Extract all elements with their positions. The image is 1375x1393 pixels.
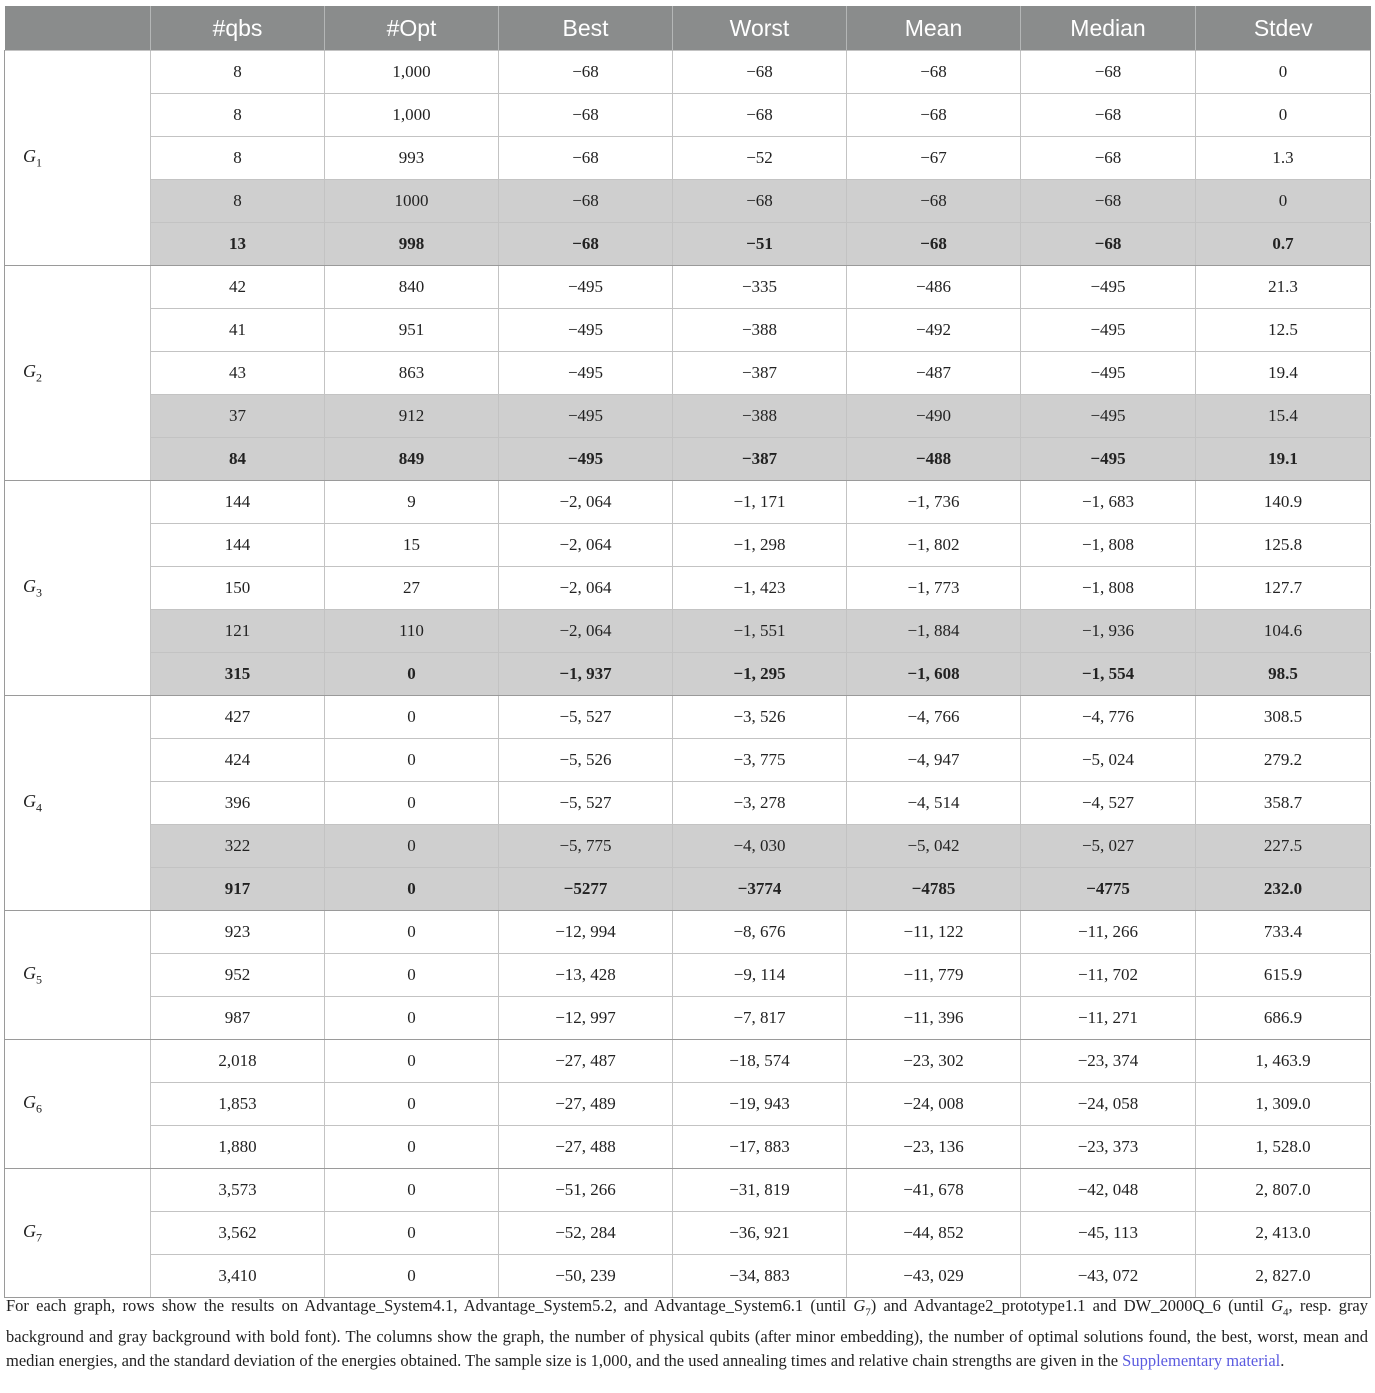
- cell-stdev: 279.2: [1196, 739, 1371, 782]
- cell-qbs: 3,573: [151, 1169, 325, 1212]
- cell-best: −68: [499, 94, 673, 137]
- table-row: [5, 868, 1371, 911]
- cell-best: −2, 064: [499, 610, 673, 653]
- graph-label: $G_6$: [5, 1040, 151, 1169]
- cell-opt: 0: [325, 1126, 499, 1169]
- table-row: [5, 825, 1371, 868]
- cell-best: −68: [499, 137, 673, 180]
- header-stdev: Stdev: [1196, 6, 1371, 51]
- cell-opt: 15: [325, 524, 499, 567]
- cell-opt: 0: [325, 1040, 499, 1083]
- cell-median: −495: [1021, 438, 1196, 481]
- cell-mean: −1, 773: [847, 567, 1021, 610]
- cell-worst: −3, 278: [673, 782, 847, 825]
- cell-mean: −11, 122: [847, 911, 1021, 954]
- cell-best: −27, 487: [499, 1040, 673, 1083]
- cell-worst: −19, 943: [673, 1083, 847, 1126]
- cell-stdev: 2, 807.0: [1196, 1169, 1371, 1212]
- table-row: [5, 51, 1371, 94]
- cell-median: −11, 702: [1021, 954, 1196, 997]
- cell-mean: −4, 766: [847, 696, 1021, 739]
- cell-opt: 0: [325, 1169, 499, 1212]
- cell-mean: −4, 947: [847, 739, 1021, 782]
- cell-worst: −1, 295: [673, 653, 847, 696]
- table-row: [5, 782, 1371, 825]
- cell-best: −2, 064: [499, 524, 673, 567]
- cell-stdev: 2, 827.0: [1196, 1255, 1371, 1298]
- table-row: [5, 1212, 1371, 1255]
- cell-median: −68: [1021, 94, 1196, 137]
- cell-stdev: 0: [1196, 94, 1371, 137]
- cell-qbs: 8: [151, 94, 325, 137]
- cell-mean: −43, 029: [847, 1255, 1021, 1298]
- table-row: [5, 309, 1371, 352]
- header-row: [5, 6, 1371, 51]
- cell-worst: −387: [673, 352, 847, 395]
- cell-mean: −68: [847, 94, 1021, 137]
- cell-mean: −1, 802: [847, 524, 1021, 567]
- cell-median: −5, 027: [1021, 825, 1196, 868]
- cell-best: −2, 064: [499, 567, 673, 610]
- table-row: [5, 739, 1371, 782]
- cell-worst: −51: [673, 223, 847, 266]
- table-row: [5, 438, 1371, 481]
- table-row: [5, 94, 1371, 137]
- cell-median: −5, 024: [1021, 739, 1196, 782]
- cell-stdev: 98.5: [1196, 653, 1371, 696]
- cell-worst: −388: [673, 309, 847, 352]
- cell-qbs: 1,853: [151, 1083, 325, 1126]
- cell-opt: 0: [325, 739, 499, 782]
- cell-median: −495: [1021, 395, 1196, 438]
- cell-qbs: 42: [151, 266, 325, 309]
- cell-median: −24, 058: [1021, 1083, 1196, 1126]
- cell-median: −1, 808: [1021, 567, 1196, 610]
- cell-qbs: 84: [151, 438, 325, 481]
- cell-median: −11, 271: [1021, 997, 1196, 1040]
- cell-mean: −68: [847, 180, 1021, 223]
- table-caption: [6, 1294, 1368, 1374]
- cell-stdev: 733.4: [1196, 911, 1371, 954]
- table-row: [5, 352, 1371, 395]
- table-row: [5, 911, 1371, 954]
- cell-qbs: 121: [151, 610, 325, 653]
- cell-stdev: 686.9: [1196, 997, 1371, 1040]
- cell-best: −495: [499, 266, 673, 309]
- cell-stdev: 1, 309.0: [1196, 1083, 1371, 1126]
- cell-opt: 951: [325, 309, 499, 352]
- cell-opt: 849: [325, 438, 499, 481]
- cell-best: −5, 527: [499, 782, 673, 825]
- cell-median: −4775: [1021, 868, 1196, 911]
- cell-stdev: 227.5: [1196, 825, 1371, 868]
- cell-stdev: 1.3: [1196, 137, 1371, 180]
- header-worst: Worst: [673, 6, 847, 51]
- cell-best: −5277: [499, 868, 673, 911]
- cell-opt: 0: [325, 825, 499, 868]
- table-row: [5, 1126, 1371, 1169]
- cell-mean: −23, 302: [847, 1040, 1021, 1083]
- cell-mean: −492: [847, 309, 1021, 352]
- cell-opt: 0: [325, 1212, 499, 1255]
- table-row: [5, 266, 1371, 309]
- cell-mean: −44, 852: [847, 1212, 1021, 1255]
- cell-qbs: 13: [151, 223, 325, 266]
- cell-qbs: 8: [151, 180, 325, 223]
- graph-label: $G_1$: [5, 51, 151, 266]
- cell-mean: −5, 042: [847, 825, 1021, 868]
- cell-stdev: 15.4: [1196, 395, 1371, 438]
- cell-worst: −3, 775: [673, 739, 847, 782]
- cell-mean: −1, 736: [847, 481, 1021, 524]
- cell-opt: 0: [325, 1083, 499, 1126]
- cell-median: −42, 048: [1021, 1169, 1196, 1212]
- cell-qbs: 987: [151, 997, 325, 1040]
- cell-stdev: 615.9: [1196, 954, 1371, 997]
- cell-best: −13, 428: [499, 954, 673, 997]
- cell-worst: −9, 114: [673, 954, 847, 997]
- cell-opt: 110: [325, 610, 499, 653]
- cell-worst: −387: [673, 438, 847, 481]
- cell-stdev: 1, 528.0: [1196, 1126, 1371, 1169]
- table-row: [5, 1255, 1371, 1298]
- cell-qbs: 37: [151, 395, 325, 438]
- cell-best: −50, 239: [499, 1255, 673, 1298]
- cell-mean: −41, 678: [847, 1169, 1021, 1212]
- table-row: [5, 567, 1371, 610]
- cell-qbs: 427: [151, 696, 325, 739]
- table-row: [5, 481, 1371, 524]
- results-table: [4, 6, 1371, 1298]
- cell-stdev: 0: [1196, 51, 1371, 94]
- cell-opt: 1,000: [325, 51, 499, 94]
- cell-qbs: 315: [151, 653, 325, 696]
- cell-worst: −68: [673, 180, 847, 223]
- cell-worst: −1, 298: [673, 524, 847, 567]
- cell-opt: 0: [325, 868, 499, 911]
- cell-median: −4, 776: [1021, 696, 1196, 739]
- cell-mean: −23, 136: [847, 1126, 1021, 1169]
- supplementary-material-link[interactable]: Supplementary material: [1122, 1351, 1281, 1371]
- cell-best: −5, 526: [499, 739, 673, 782]
- table-row: [5, 997, 1371, 1040]
- cell-best: −5, 775: [499, 825, 673, 868]
- cell-best: −51, 266: [499, 1169, 673, 1212]
- cell-opt: 998: [325, 223, 499, 266]
- header-mean: Mean: [847, 6, 1021, 51]
- cell-stdev: 0.7: [1196, 223, 1371, 266]
- table-row: [5, 1040, 1371, 1083]
- cell-opt: 863: [325, 352, 499, 395]
- cell-worst: −36, 921: [673, 1212, 847, 1255]
- cell-opt: 1,000: [325, 94, 499, 137]
- cell-opt: 9: [325, 481, 499, 524]
- header-opt: #Opt: [325, 6, 499, 51]
- cell-best: −5, 527: [499, 696, 673, 739]
- caption-graph-ref-g7: $G_7$: [853, 1296, 871, 1319]
- cell-best: −27, 488: [499, 1126, 673, 1169]
- cell-best: −495: [499, 352, 673, 395]
- cell-worst: −1, 551: [673, 610, 847, 653]
- cell-qbs: 917: [151, 868, 325, 911]
- cell-best: −495: [499, 438, 673, 481]
- cell-qbs: 3,562: [151, 1212, 325, 1255]
- cell-worst: −68: [673, 51, 847, 94]
- cell-qbs: 43: [151, 352, 325, 395]
- graph-label: $G_2$: [5, 266, 151, 481]
- cell-median: −11, 266: [1021, 911, 1196, 954]
- cell-mean: −490: [847, 395, 1021, 438]
- cell-qbs: 150: [151, 567, 325, 610]
- cell-qbs: 144: [151, 481, 325, 524]
- cell-qbs: 396: [151, 782, 325, 825]
- cell-mean: −11, 396: [847, 997, 1021, 1040]
- cell-worst: −388: [673, 395, 847, 438]
- table-row: [5, 1083, 1371, 1126]
- cell-best: −68: [499, 223, 673, 266]
- cell-opt: 993: [325, 137, 499, 180]
- table-body: [5, 51, 1371, 1298]
- cell-mean: −487: [847, 352, 1021, 395]
- cell-median: −68: [1021, 180, 1196, 223]
- cell-mean: −4, 514: [847, 782, 1021, 825]
- cell-worst: −68: [673, 94, 847, 137]
- cell-median: −68: [1021, 137, 1196, 180]
- cell-mean: −11, 779: [847, 954, 1021, 997]
- cell-best: −27, 489: [499, 1083, 673, 1126]
- cell-median: −495: [1021, 309, 1196, 352]
- cell-worst: −1, 171: [673, 481, 847, 524]
- table-row: [5, 653, 1371, 696]
- cell-stdev: 104.6: [1196, 610, 1371, 653]
- cell-best: −12, 997: [499, 997, 673, 1040]
- cell-qbs: 1,880: [151, 1126, 325, 1169]
- caption-text-2: ) and Advantage2_prototype1.1 and DW_2000Q_6 (until: [870, 1296, 1272, 1315]
- cell-worst: −1, 423: [673, 567, 847, 610]
- header-median: Median: [1021, 6, 1196, 51]
- cell-median: −23, 373: [1021, 1126, 1196, 1169]
- cell-qbs: 952: [151, 954, 325, 997]
- cell-stdev: 140.9: [1196, 481, 1371, 524]
- graph-label: $G_5$: [5, 911, 151, 1040]
- cell-worst: −4, 030: [673, 825, 847, 868]
- cell-stdev: 0: [1196, 180, 1371, 223]
- cell-qbs: 8: [151, 137, 325, 180]
- cell-worst: −3774: [673, 868, 847, 911]
- cell-mean: −486: [847, 266, 1021, 309]
- cell-worst: −335: [673, 266, 847, 309]
- cell-qbs: 3,410: [151, 1255, 325, 1298]
- cell-mean: −488: [847, 438, 1021, 481]
- caption-text-4: .: [1280, 1351, 1285, 1371]
- cell-opt: 0: [325, 782, 499, 825]
- cell-median: −495: [1021, 266, 1196, 309]
- cell-qbs: 2,018: [151, 1040, 325, 1083]
- table-row: [5, 696, 1371, 739]
- cell-worst: −34, 883: [673, 1255, 847, 1298]
- table-row: [5, 1169, 1371, 1212]
- cell-median: −1, 554: [1021, 653, 1196, 696]
- cell-opt: 1000: [325, 180, 499, 223]
- cell-median: −68: [1021, 223, 1196, 266]
- cell-mean: −24, 008: [847, 1083, 1021, 1126]
- cell-mean: −1, 608: [847, 653, 1021, 696]
- table-header: [5, 6, 1371, 51]
- cell-qbs: 41: [151, 309, 325, 352]
- cell-stdev: 232.0: [1196, 868, 1371, 911]
- cell-median: −1, 808: [1021, 524, 1196, 567]
- header-graph: [5, 6, 151, 51]
- table-row: [5, 524, 1371, 567]
- cell-mean: −4785: [847, 868, 1021, 911]
- cell-qbs: 424: [151, 739, 325, 782]
- graph-label: $G_7$: [5, 1169, 151, 1298]
- cell-median: −1, 683: [1021, 481, 1196, 524]
- table-row: [5, 954, 1371, 997]
- cell-stdev: 2, 413.0: [1196, 1212, 1371, 1255]
- cell-worst: −31, 819: [673, 1169, 847, 1212]
- cell-opt: 0: [325, 696, 499, 739]
- cell-stdev: 1, 463.9: [1196, 1040, 1371, 1083]
- cell-median: −495: [1021, 352, 1196, 395]
- cell-opt: 27: [325, 567, 499, 610]
- header-qbs: #qbs: [151, 6, 325, 51]
- table-row: [5, 223, 1371, 266]
- cell-opt: 0: [325, 653, 499, 696]
- cell-best: −52, 284: [499, 1212, 673, 1255]
- cell-stdev: 127.7: [1196, 567, 1371, 610]
- cell-opt: 0: [325, 954, 499, 997]
- cell-qbs: 144: [151, 524, 325, 567]
- cell-worst: −3, 526: [673, 696, 847, 739]
- table-row: [5, 180, 1371, 223]
- cell-mean: −68: [847, 223, 1021, 266]
- cell-median: −43, 072: [1021, 1255, 1196, 1298]
- cell-median: −4, 527: [1021, 782, 1196, 825]
- cell-stdev: 21.3: [1196, 266, 1371, 309]
- cell-opt: 912: [325, 395, 499, 438]
- caption-graph-ref-g4: $G_4$: [1271, 1296, 1289, 1319]
- caption-text-1: For each graph, rows show the results on Advantage_System4.1, Advantage_System5.2, and Advantage_System6.1 (until: [6, 1296, 854, 1315]
- cell-best: −68: [499, 180, 673, 223]
- cell-stdev: 19.4: [1196, 352, 1371, 395]
- cell-opt: 840: [325, 266, 499, 309]
- caption-text-3: , resp. gray background and gray background with bold font). The columns show the graph, the number of physical qubits (after minor embedding), the number of optimal solutions found, the best, worst, mean and median energies, and the standard deviation of the energies obtained. The sample size is 1,000, and the used annealing times and relative chain strengths are given in the: [6, 1296, 1369, 1371]
- cell-best: −495: [499, 309, 673, 352]
- table-row: [5, 395, 1371, 438]
- cell-best: −495: [499, 395, 673, 438]
- table-row: [5, 137, 1371, 180]
- cell-worst: −52: [673, 137, 847, 180]
- cell-stdev: 19.1: [1196, 438, 1371, 481]
- cell-worst: −8, 676: [673, 911, 847, 954]
- cell-mean: −68: [847, 51, 1021, 94]
- cell-worst: −7, 817: [673, 997, 847, 1040]
- cell-stdev: 12.5: [1196, 309, 1371, 352]
- cell-opt: 0: [325, 997, 499, 1040]
- cell-worst: −18, 574: [673, 1040, 847, 1083]
- cell-median: −23, 374: [1021, 1040, 1196, 1083]
- cell-stdev: 358.7: [1196, 782, 1371, 825]
- table-row: [5, 610, 1371, 653]
- cell-best: −2, 064: [499, 481, 673, 524]
- cell-qbs: 923: [151, 911, 325, 954]
- cell-median: −68: [1021, 51, 1196, 94]
- graph-label: $G_3$: [5, 481, 151, 696]
- cell-best: −68: [499, 51, 673, 94]
- cell-mean: −67: [847, 137, 1021, 180]
- cell-best: −12, 994: [499, 911, 673, 954]
- header-best: Best: [499, 6, 673, 51]
- cell-stdev: 308.5: [1196, 696, 1371, 739]
- cell-qbs: 8: [151, 51, 325, 94]
- cell-qbs: 322: [151, 825, 325, 868]
- cell-mean: −1, 884: [847, 610, 1021, 653]
- cell-stdev: 125.8: [1196, 524, 1371, 567]
- cell-median: −45, 113: [1021, 1212, 1196, 1255]
- cell-opt: 0: [325, 1255, 499, 1298]
- graph-label: $G_4$: [5, 696, 151, 911]
- cell-worst: −17, 883: [673, 1126, 847, 1169]
- cell-median: −1, 936: [1021, 610, 1196, 653]
- cell-best: −1, 937: [499, 653, 673, 696]
- cell-opt: 0: [325, 911, 499, 954]
